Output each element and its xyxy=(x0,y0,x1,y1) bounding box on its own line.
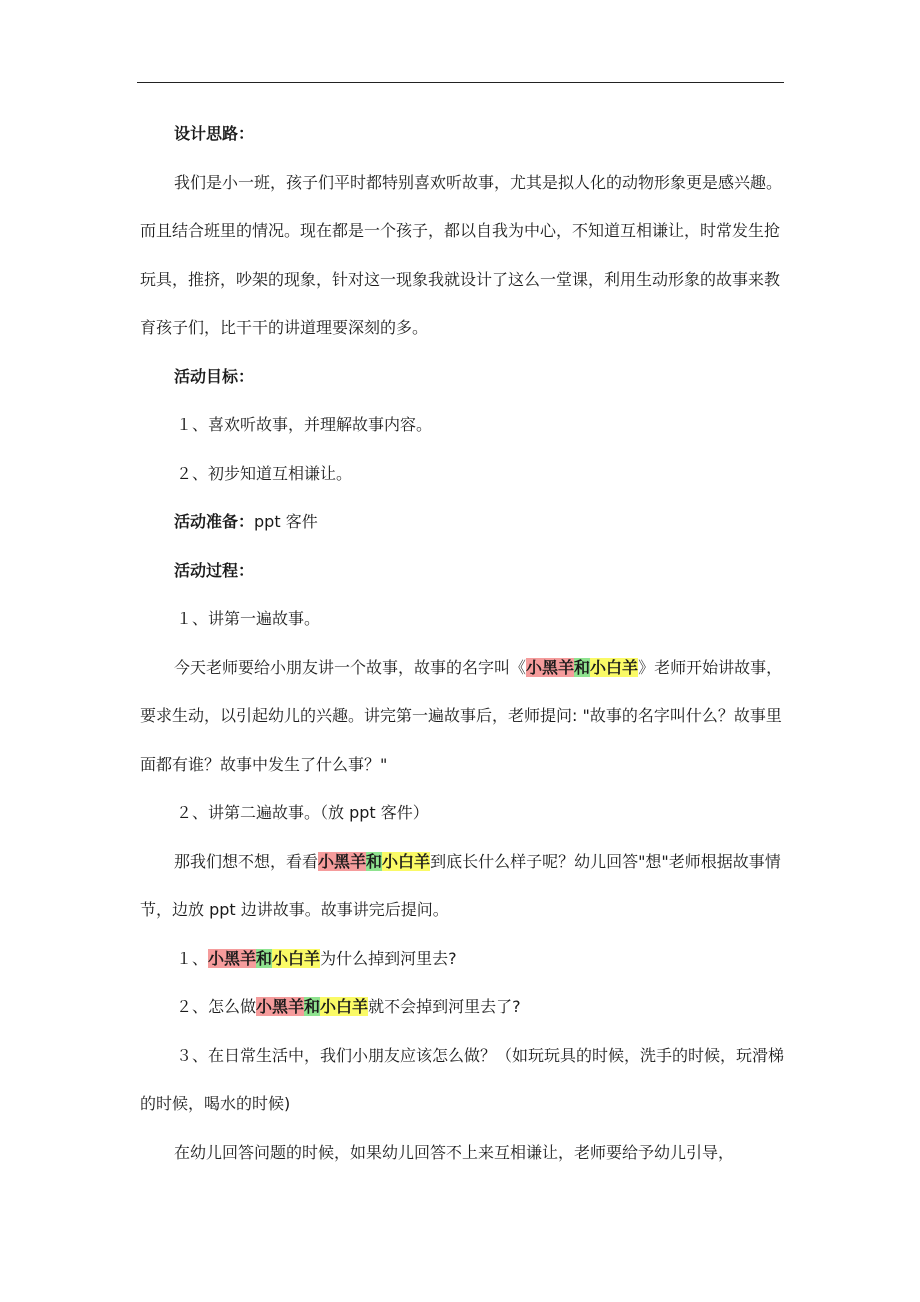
process-heading: 活动过程： xyxy=(174,560,255,580)
title-highlight-white-sheep: 小白羊 xyxy=(272,948,321,968)
title-highlight-and: 和 xyxy=(574,657,591,677)
question-1-num: １、 xyxy=(176,948,209,968)
ppt-text-b: 到底长什么样子呢？幼儿回答"想"老师根据故事情节，边放 ppt 边讲故事。故事讲完后提问。 xyxy=(140,851,781,919)
title-highlight-black-sheep: 小黑羊 xyxy=(208,948,257,968)
title-highlight-black-sheep: 小黑羊 xyxy=(526,657,575,677)
ppt-text-a: 那我们想不想，看看 xyxy=(174,851,319,871)
story-paragraph xyxy=(140,644,785,790)
prep-line xyxy=(140,498,785,547)
prep-value: ppt 客件 xyxy=(254,512,318,531)
ppt-paragraph xyxy=(140,838,785,935)
title-highlight-white-sheep: 小白羊 xyxy=(320,997,369,1016)
title-highlight-and: 和 xyxy=(304,997,321,1016)
prep-heading: 活动准备： xyxy=(174,512,255,531)
title-highlight-white-sheep: 小白羊 xyxy=(590,657,639,677)
step-1: １、讲第一遍故事。 xyxy=(176,609,321,628)
question-1 xyxy=(140,935,785,984)
closing-paragraph: 在幼儿回答问题的时候，如果幼儿回答不上来互相谦让，老师要给予幼儿引导， xyxy=(174,1142,735,1162)
design-paragraph: 我们是小一班，孩子们平时都特别喜欢听故事，尤其是拟人化的动物形象更是感兴趣。而且结合班里的情况。现在都是一个孩子，都以自我为中心，不知道互相谦让，时常发生抢玩具，推挤，吵架的现象，针对这一现象我就设计了这么一堂课，利用生动形象的故事来教育孩子们，比干干的讲道理要深刻的多。 xyxy=(140,172,783,337)
story-text-b: 》老师开始讲故事，要求生动，以引起幼儿的兴趣。讲完第一遍故事后，老师提问: "故事的名字叫什么？故事里面都有谁？故事中发生了什么事？" xyxy=(140,657,783,774)
story-text-a: 今天老师要给小朋友讲一个故事，故事的名字叫《 xyxy=(174,657,527,677)
goal-heading: 活动目标： xyxy=(174,366,255,386)
question-2 xyxy=(140,983,785,1032)
design-heading: 设计思路： xyxy=(174,124,255,143)
goal-item-1: １、喜欢听故事，并理解故事内容。 xyxy=(176,415,433,434)
question-2-num: ２、怎么做 xyxy=(176,997,257,1016)
question-1-rest: 为什么掉到河里去? xyxy=(320,948,457,968)
title-highlight-black-sheep: 小黑羊 xyxy=(256,997,305,1016)
goal-item-2: ２、初步知道互相谦让。 xyxy=(176,463,353,483)
header-rule xyxy=(137,82,784,83)
title-highlight-and: 和 xyxy=(256,948,273,968)
document-page xyxy=(140,110,785,1177)
question-3: ３、在日常生活中，我们小朋友应该怎么做？（如玩玩具的时候，洗手的时候，玩滑梯的时候，喝水的时候) xyxy=(140,1045,785,1113)
title-highlight-black-sheep: 小黑羊 xyxy=(318,851,367,871)
title-highlight-and: 和 xyxy=(366,851,383,871)
step-2: ２、讲第二遍故事。（放 ppt 客件） xyxy=(176,803,429,822)
question-2-rest: 就不会掉到河里去了? xyxy=(368,997,521,1016)
title-highlight-white-sheep: 小白羊 xyxy=(382,851,431,871)
